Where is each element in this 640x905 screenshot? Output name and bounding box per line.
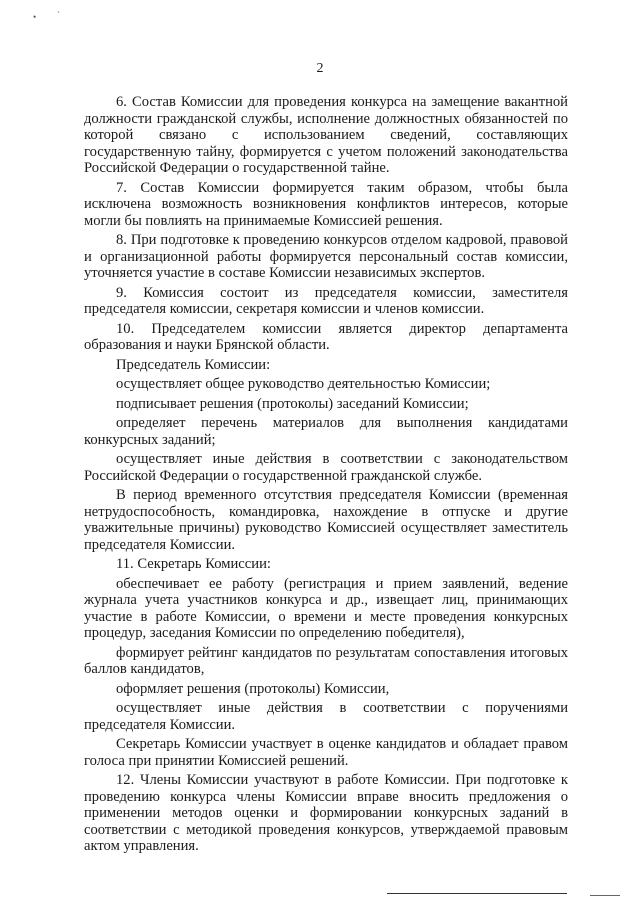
paragraph-6: 6. Состав Комиссии для проведения конкурса на замещение вакантной должности гражданской службы, исполнение должностных обязанностей по которой связано с использованием сведений, составляющих государственную тайну, формируется с учетом положений законодательства Российской Федерации о государственной тайне. (84, 94, 568, 176)
secretary-duty-1: обеспечивает ее работу (регистрация и прием заявлений, ведение журнала учета участников конкурса и др., извещает лиц, принимающих участие в работе Комиссии, о времени и месте проведения конкурсных процедур, заседания Комиссии по определению победителя), (84, 575, 568, 641)
secretary-duty-4: осуществляет иные действия в соответствии с поручениями председателя Комиссии. (84, 700, 568, 733)
chairman-duty-1: осуществляет общее руководство деятельностью Комиссии; (116, 376, 491, 392)
chairman-duty-2: подписывает решения (протоколы) заседаний Комиссии; (116, 395, 469, 412)
chairman-heading: Председатель Комиссии: (116, 356, 271, 373)
paragraph-8: 8. При подготовке к проведению конкурсов отделом кадровой, правовой и организационной работы формируется персональный состав комиссии, уточняется участие в составе Комиссии независимых экспертов. (84, 232, 568, 281)
footer-rule-short (590, 895, 620, 896)
paragraph-12: 12. Члены Комиссии участвуют в работе Комиссии. При подготовке к проведению конкурса члены Комиссии вправе вносить предложения о применении методов оценки и формировании конкурсных заданий в соответствии с методикой проведения конкурсов, утверждаемой правовым актом управления. (84, 772, 568, 854)
chairman-absence-paragraph: В период временного отсутствия председателя Комиссии (временная нетрудоспособность, командировка, нахождение в отпуске и другие уважительные причины) руководство Комиссией осуществляет заместитель председателя Комиссии. (84, 487, 568, 553)
secretary-duty-3: оформляет решения (протоколы) Комиссии, (116, 680, 390, 697)
page-number: 2 (316, 61, 324, 76)
paragraph-9: 9. Комиссия состоит из председателя комиссии, заместителя председателя комиссии, секретаря комиссии и членов комиссии. (84, 284, 568, 317)
scan-artifact-mark: • (33, 12, 37, 22)
secretary-heading: 11. Секретарь Комиссии: (116, 556, 271, 572)
footer-rule (387, 893, 567, 894)
chairman-duty-3: определяет перечень материалов для выполнения кандидатами конкурсных заданий; (84, 415, 568, 448)
document-body (84, 94, 568, 855)
paragraph-7: 7. Состав Комиссии формируется таким образом, чтобы была исключена возможность возникновения конфликтов интересов, которые могли бы повлиять на принимаемые Комиссией решения. (84, 179, 568, 229)
scan-artifact-mark: ˋ (57, 10, 60, 20)
secretary-duty-2: формирует рейтинг кандидатов по результатам сопоставления итоговых баллов кандидатов, (84, 644, 568, 677)
paragraph-10: 10. Председателем комиссии является директор департамента образования и науки Брянской области. (84, 320, 568, 353)
secretary-vote-paragraph: Секретарь Комиссии участвует в оценке кандидатов и обладает правом голоса при принятии Комиссией решений. (84, 736, 568, 769)
chairman-duty-4: осуществляет иные действия в соответствии с законодательством Российской Федерации о государственной гражданской службе. (84, 451, 568, 484)
